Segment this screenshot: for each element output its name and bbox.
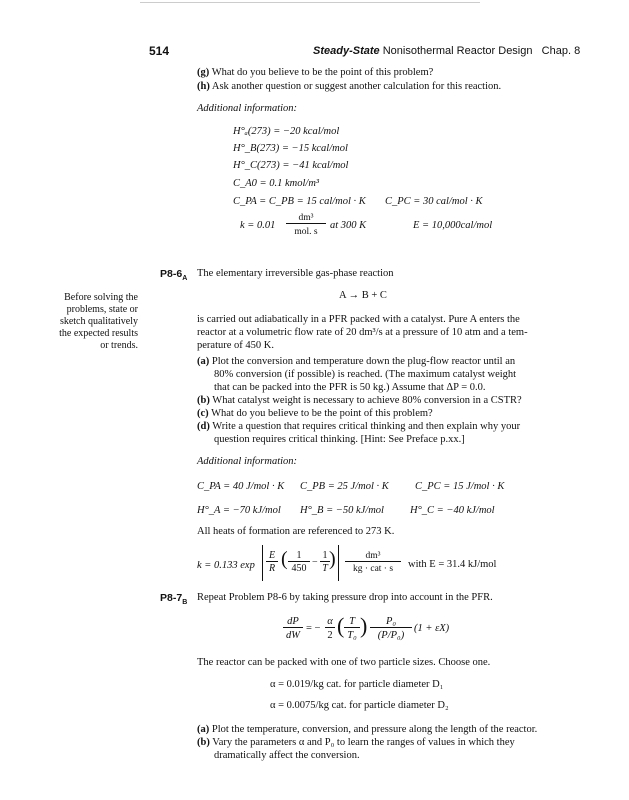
part-c: (c) What do you believe to be the point of this problem?: [197, 408, 433, 419]
part-a: (a) Plot the conversion and temperature down the plug-flow reactor until an: [197, 356, 516, 367]
k-eq-R: R: [268, 563, 276, 574]
problem-number-8-7: $P8-7_B$: [160, 592, 188, 607]
p87-part-b: (b) Vary the parameters α and P₀ to learn the ranges of values in which they: [197, 737, 515, 748]
info-line: C_PA = C_PB = 15 cal/mol · K: [233, 196, 366, 207]
k-eq-T: T: [322, 563, 328, 574]
info-line: H°ₐ(273) = −20 kcal/mol: [233, 126, 340, 137]
part-d: (d) Write a question that requires critical thinking and then explain why your: [197, 421, 521, 432]
eq-tail: (1 + εX): [414, 623, 450, 634]
info-line: C_A0 = 0.1 kmol/m³: [233, 178, 320, 189]
eq-P-ratio: (P/P₀): [377, 630, 405, 641]
rate-temperature: at 300 K: [330, 220, 367, 231]
problem-8-7-intro: Repeat Problem P8-6 by taking pressure drop into account in the PFR.: [197, 592, 493, 603]
heat-formation-c: H°_C = −40 kJ/mol: [410, 505, 495, 516]
heat-formation-a: H°_A = −70 kJ/mol: [197, 505, 281, 516]
eq-T: T: [344, 616, 360, 628]
part-b: (b) What catalyst weight is necessary to achieve 80% conversion in a CSTR?: [197, 395, 522, 406]
eq-T0: T₀: [347, 630, 357, 641]
k-eq-one: 1: [288, 550, 310, 562]
eq-P0: P₀: [370, 616, 412, 628]
eq-alpha: α: [325, 616, 335, 628]
eq-dW: dW: [286, 630, 300, 641]
k-eq-450: 450: [291, 563, 307, 574]
k-eq-minus: −: [312, 557, 318, 568]
eq-equals: = −: [306, 623, 321, 634]
alpha-option-1: α = 0.019/kg cat. for particle diameter D₁: [270, 679, 444, 690]
eq-two: 2: [327, 630, 333, 641]
running-header: [313, 45, 580, 57]
additional-info-heading-1: Additional information:: [197, 103, 298, 114]
additional-info-heading-2: Additional information:: [197, 456, 298, 467]
rate-units-num: dm³: [286, 213, 326, 224]
k-eq-E: E: [266, 550, 278, 562]
problem-number-8-6: $P8-6_A$: [160, 268, 188, 283]
problem-8-7-parts: (a) Plot the temperature, conversion, and pressure along the length of the reactor. (b) Vary the parameters α and P₀ to learn the ranges of values in which they dramatically affect the conversion.: [197, 723, 572, 762]
problem-8-6-parts: (a) Plot the conversion and temperature down the plug-flow reactor until an 80% conversion (if possible) is reached. (The maximum catalyst weight that can be packed into the PFR is 50 kg.) Assume that ΔP = 0.0. (b) What catalyst weight is necessary to achieve 80% conversion in a CSTR? (c) What do you believe to be the point of this problem? (d) Write a question that requires critical thinking and then explain why your question requires critical thinking. [Hint: See Preface p.xx.]: [197, 355, 567, 446]
alpha-option-2: α = 0.0075/kg cat. for particle diameter D₂: [270, 700, 449, 711]
info-line: H°_B(273) = −15 kcal/mol: [233, 143, 348, 154]
k-eq-units-num: dm³: [345, 551, 401, 562]
question-h: (h) Ask another question or suggest another calculation for this reaction.: [197, 81, 502, 92]
top-rule: [140, 2, 480, 3]
k-eq-one-b: 1: [320, 550, 330, 562]
particle-size-note: The reactor can be packed with one of two particle sizes. Choose one.: [197, 657, 491, 668]
eq-paren-open: (: [337, 613, 345, 638]
reaction-equation: A → B + C: [339, 290, 387, 301]
k-eq-activation: with E = 31.4 kJ/mol: [408, 559, 497, 570]
activation-energy: E = 10,000cal/mol: [413, 220, 493, 231]
header-title: Nonisothermal Reactor Design: [379, 45, 533, 57]
k-eq-units-den: kg · cat · s: [352, 564, 394, 574]
eq-paren-close: ): [360, 613, 368, 638]
p87-part-a: (a) Plot the temperature, conversion, and pressure along the length of the reactor.: [197, 724, 538, 735]
page-number: 514: [149, 44, 170, 58]
info-line: C_PC = 30 cal/mol · K: [385, 196, 483, 207]
header-chapter: Chap. 8: [541, 45, 581, 57]
question-g: (g) What do you believe to be the point of this problem?: [197, 67, 434, 78]
heats-reference-note: All heats of formation are referenced to 273 K.: [197, 526, 395, 537]
rate-units-den: mol. s: [294, 227, 318, 237]
heat-capacity-b: C_PB = 25 J/mol · K: [300, 481, 389, 492]
heat-capacity-a: C_PA = 40 J/mol · K: [197, 481, 285, 492]
eq-dP: dP: [283, 616, 303, 628]
header-bold: Steady-State: [313, 45, 380, 57]
k-eq-paren-open: (: [281, 548, 288, 570]
problem-8-6-intro: The elementary irreversible gas-phase reaction: [197, 268, 394, 279]
info-line: H°_C(273) = −41 kcal/mol: [233, 160, 349, 171]
rate-constant: k = 0.01: [240, 220, 276, 231]
problem-8-6-body: is carried out adiabatically in a PFR packed with a catalyst. Pure A enters the reactor at a volumetric flow rate of 20 dm³/s at a pressure of 10 atm and a tem- perature of 450 K.: [197, 314, 528, 351]
margin-note: Before solving the problems, state or sketch qualitatively the expected results or trends.: [59, 292, 138, 351]
k-eq-paren-close: ): [329, 548, 336, 570]
k-equation-lhs: k = 0.133 exp: [197, 560, 255, 571]
heat-capacity-c: C_PC = 15 J/mol · K: [415, 481, 505, 492]
heat-formation-b: H°_B = −50 kJ/mol: [300, 505, 384, 516]
